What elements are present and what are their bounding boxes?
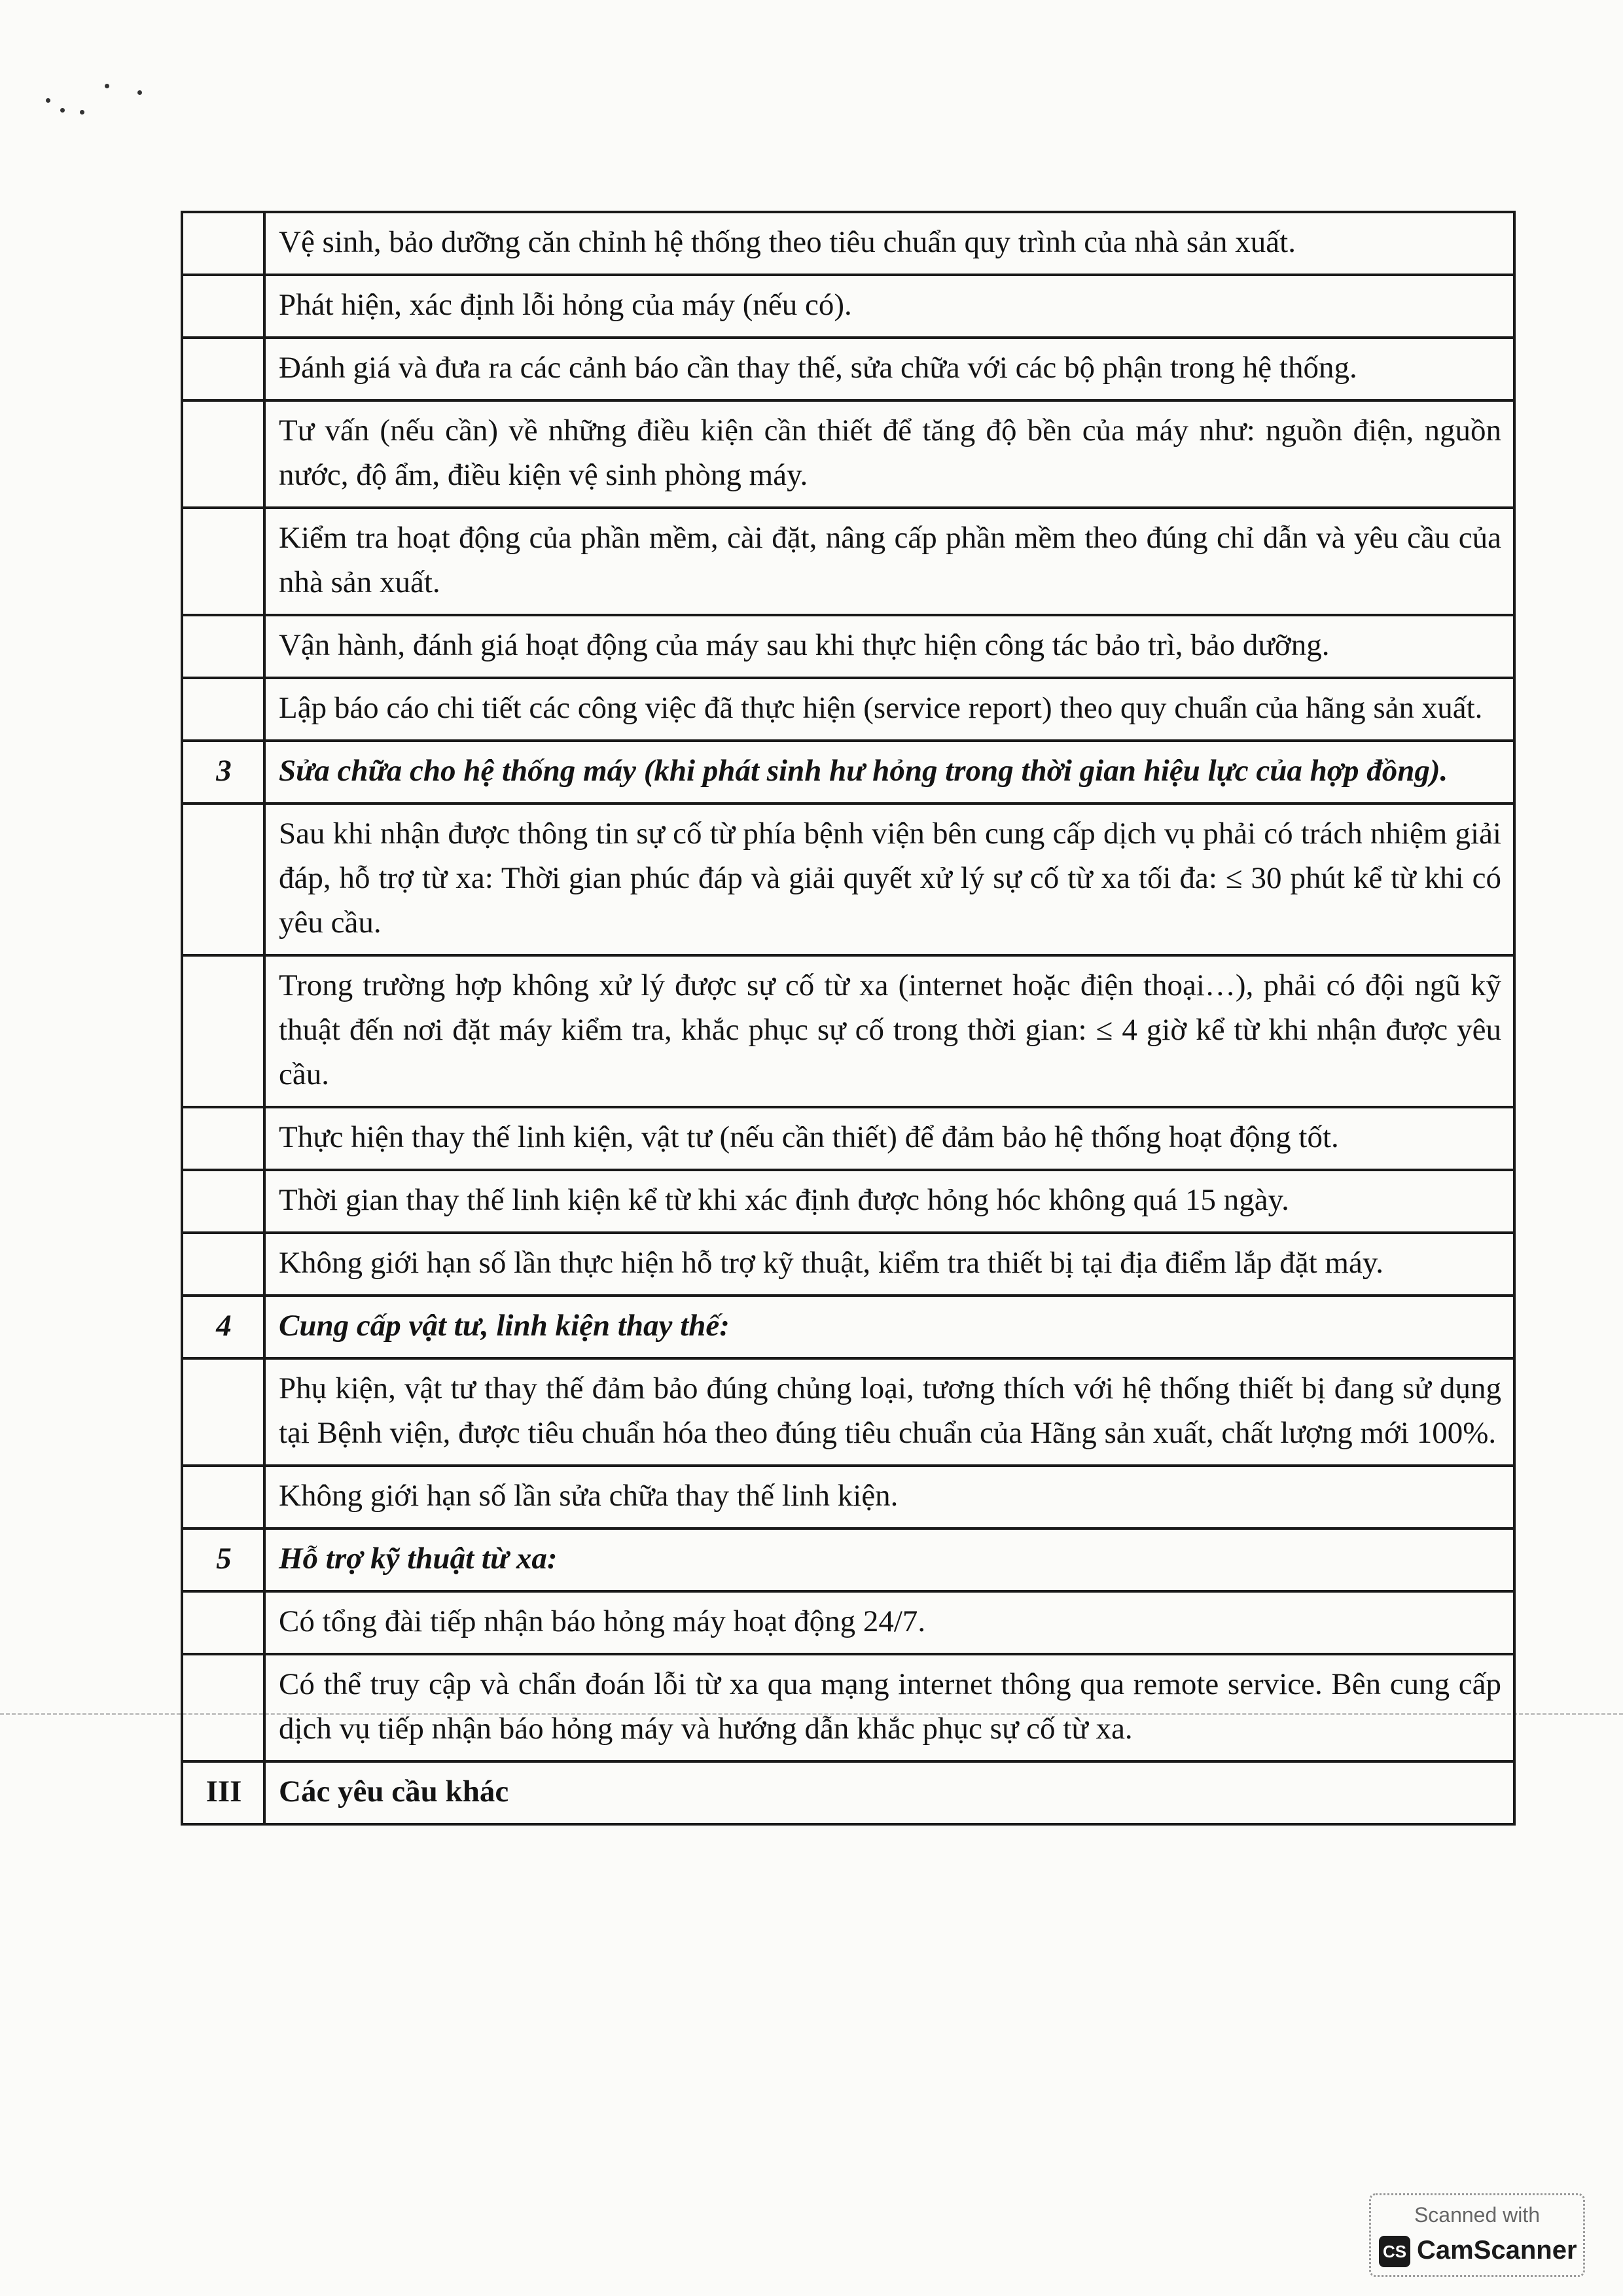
- row-number: [182, 1654, 264, 1761]
- row-number: [182, 615, 264, 678]
- row-text: Vận hành, đánh giá hoạt động của máy sau khi thực hiện công tác bảo trì, bảo dưỡng.: [264, 615, 1514, 678]
- table-row: [182, 1107, 1514, 1170]
- table-row: [182, 955, 1514, 1107]
- table-row: [182, 804, 1514, 955]
- row-number: [182, 1233, 264, 1296]
- row-text: Có thể truy cập và chẩn đoán lỗi từ xa qua mạng internet thông qua remote service. Bên cung cấp dịch vụ tiếp nhận báo hỏng máy và hướng dẫn khắc phục sự cố từ xa.: [264, 1654, 1514, 1761]
- table-row: [182, 1654, 1514, 1761]
- watermark-caption: Scanned with: [1414, 2203, 1541, 2227]
- row-number: [182, 1170, 264, 1233]
- row-text: Sau khi nhận được thông tin sự cố từ phía bệnh viện bên cung cấp dịch vụ phải có trách nhiệm giải đáp, hỗ trợ từ xa: Thời gian phúc đáp và giải quyết xử lý sự cố từ xa tối đa: ≤ 30 phút kể từ khi có yêu cầu.: [264, 804, 1514, 955]
- row-number: [182, 508, 264, 615]
- section-number: 5: [182, 1528, 264, 1591]
- scan-specks: [39, 72, 170, 124]
- row-text: Phụ kiện, vật tư thay thế đảm bảo đúng chủng loại, tương thích với hệ thống thiết bị đang sử dụng tại Bệnh viện, được tiêu chuẩn hóa theo đúng tiêu chuẩn của Hãng sản xuất, chất lượng mới 100%.: [264, 1358, 1514, 1466]
- row-number: [182, 804, 264, 955]
- row-text: Kiểm tra hoạt động của phần mềm, cài đặt, nâng cấp phần mềm theo đúng chỉ dẫn và yêu cầu của nhà sản xuất.: [264, 508, 1514, 615]
- row-text: Vệ sinh, bảo dưỡng căn chỉnh hệ thống theo tiêu chuẩn quy trình của nhà sản xuất.: [264, 212, 1514, 275]
- section-number: 4: [182, 1296, 264, 1358]
- row-number: [182, 338, 264, 400]
- row-text: Thực hiện thay thế linh kiện, vật tư (nếu cần thiết) để đảm bảo hệ thống hoạt động tốt.: [264, 1107, 1514, 1170]
- row-text: Tư vấn (nếu cần) về những điều kiện cần thiết để tăng độ bền của máy như: nguồn điện, nguồn nước, độ ẩm, điều kiện vệ sinh phòng máy.: [264, 400, 1514, 508]
- row-number: [182, 678, 264, 741]
- section-row: [182, 1296, 1514, 1358]
- section-heading: Sửa chữa cho hệ thống máy (khi phát sinh hư hỏng trong thời gian hiệu lực của hợp đồng).: [264, 741, 1514, 804]
- section-row: [182, 741, 1514, 804]
- table-row: [182, 212, 1514, 275]
- watermark-brand: CamScanner: [1417, 2236, 1577, 2265]
- row-text: Phát hiện, xác định lỗi hỏng của máy (nếu có).: [264, 275, 1514, 338]
- table-row: [182, 1170, 1514, 1233]
- row-text: Không giới hạn số lần thực hiện hỗ trợ kỹ thuật, kiểm tra thiết bị tại địa điểm lắp đặt máy.: [264, 1233, 1514, 1296]
- row-number: [182, 275, 264, 338]
- row-text: Đánh giá và đưa ra các cảnh báo cần thay thế, sửa chữa với các bộ phận trong hệ thống.: [264, 338, 1514, 400]
- row-number: [182, 400, 264, 508]
- row-text: Không giới hạn số lần sửa chữa thay thế linh kiện.: [264, 1466, 1514, 1528]
- row-number: [182, 1358, 264, 1466]
- row-number: [182, 1591, 264, 1654]
- table-row: [182, 338, 1514, 400]
- row-number: [182, 955, 264, 1107]
- section-heading: Cung cấp vật tư, linh kiện thay thế:: [264, 1296, 1514, 1358]
- table-row: [182, 678, 1514, 741]
- table-row: [182, 615, 1514, 678]
- row-text: Có tổng đài tiếp nhận báo hỏng máy hoạt động 24/7.: [264, 1591, 1514, 1654]
- camscanner-watermark: [1369, 2193, 1585, 2277]
- table-row: [182, 400, 1514, 508]
- row-text: Lập báo cáo chi tiết các công việc đã thực hiện (service report) theo quy chuẩn của hãng sản xuất.: [264, 678, 1514, 741]
- section-heading: Các yêu cầu khác: [264, 1761, 1514, 1824]
- row-number: [182, 1466, 264, 1528]
- section-heading: Hỗ trợ kỹ thuật từ xa:: [264, 1528, 1514, 1591]
- table-row: [182, 1466, 1514, 1528]
- section-row: [182, 1528, 1514, 1591]
- table-row: [182, 1358, 1514, 1466]
- section-number: 3: [182, 741, 264, 804]
- requirements-table: [181, 211, 1516, 1826]
- table-row: [182, 1591, 1514, 1654]
- section-number: III: [182, 1761, 264, 1824]
- table-row: [182, 1233, 1514, 1296]
- section-row: [182, 1761, 1514, 1824]
- row-text: Thời gian thay thế linh kiện kể từ khi xác định được hỏng hóc không quá 15 ngày.: [264, 1170, 1514, 1233]
- table-row: [182, 508, 1514, 615]
- row-text: Trong trường hợp không xử lý được sự cố từ xa (internet hoặc điện thoại…), phải có đội ngũ kỹ thuật đến nơi đặt máy kiểm tra, khắc phục sự cố trong thời gian: ≤ 4 giờ kể từ khi nhận được yêu cầu.: [264, 955, 1514, 1107]
- camscanner-logo-icon: CS: [1379, 2236, 1410, 2267]
- table-row: [182, 275, 1514, 338]
- row-number: [182, 212, 264, 275]
- row-number: [182, 1107, 264, 1170]
